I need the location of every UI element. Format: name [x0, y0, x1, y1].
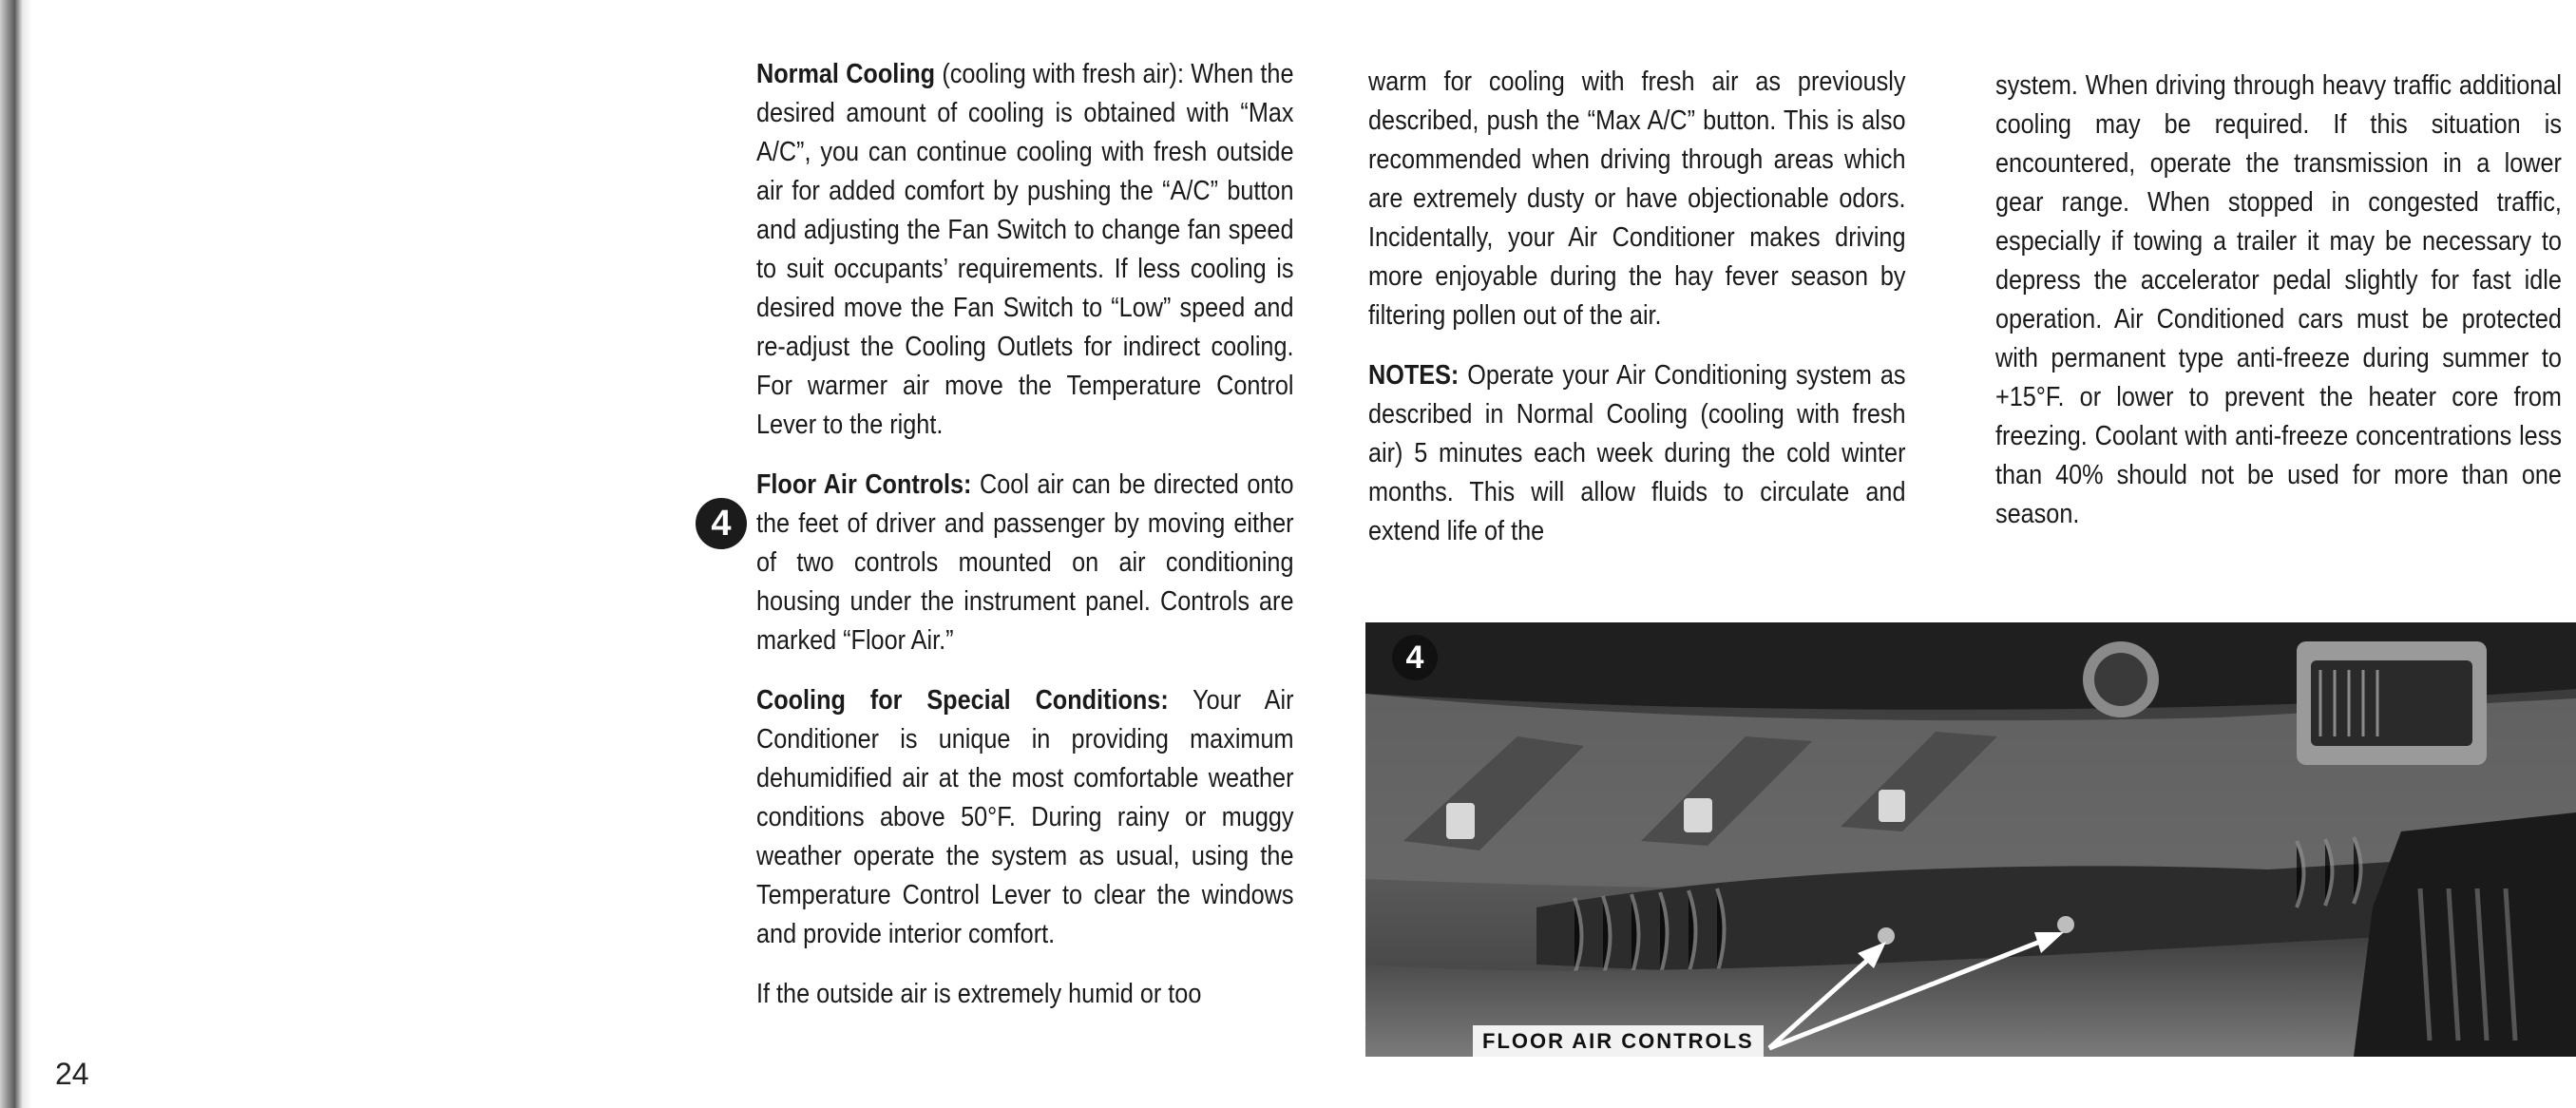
floor-air-heading: Floor Air Controls: [756, 469, 972, 500]
notes-paragraph [1368, 356, 1906, 551]
book-spine [0, 0, 32, 1108]
floor-air-controls-photo [1365, 622, 2576, 1057]
humid-paragraph: If the outside air is extremely humid or too [756, 979, 1202, 1009]
notes-text: Operate your Air Conditioning system as described in Normal Cooling (cooling with fresh air) 5 minutes each week during the cold winter months. This will allow fluids to circulate and extend life of the [1368, 360, 1906, 546]
text-column-3 [1995, 67, 2562, 555]
special-conditions-paragraph [756, 681, 1294, 954]
floor-air-paragraph [756, 466, 1294, 660]
continued-paragraph: warm for cooling with fresh air as previously described, push the “Max A/C” button. This is also recommended when driving through areas which are extremely dusty or have objectionable odors. Incidentally, your Air Conditioner makes driving more enjoyable during the hay fever season by filtering pollen out of the air. [1368, 67, 1906, 331]
floor-air-controls-label: FLOOR AIR CONTROLS [1473, 1025, 1764, 1057]
antifreeze-paragraph: system. When driving through heavy traffic additional cooling may be required. If this situation is encountered, operate the transmission in a lower gear range. When stopped in congested traffic, especially if towing a trailer it may be necessary to depress the accelerator pedal slightly for fast idle operation. Air Conditioned cars must be protected with permanent type anti-freeze during summer to +15°F. or lower to prevent the heater core from freezing. Coolant with anti-freeze concentrations less than 40% should not be used for more than one season. [1995, 70, 2562, 529]
normal-cooling-heading: Normal Cooling [756, 59, 936, 89]
text-column-1 [756, 55, 1294, 1035]
section-marker-4: 4 [696, 498, 747, 549]
special-conditions-text: Your Air Conditioner is unique in providing maximum dehumidified air at the most comfortable weather conditions above 50°F. During rainy or muggy weather operate the system as usual, using the Temperature Control Lever to clear the windows and provide interior comfort. [756, 685, 1294, 949]
photo-number-4: 4 [1392, 635, 1438, 680]
floor-air-text: Cool air can be directed onto the feet of driver and passenger by moving either of two controls mounted on air conditioning housing under the instrument panel. Controls are marked “Floor Air.” [756, 469, 1294, 656]
normal-cooling-text: (cooling with fresh air): When the desired amount of cooling is obtained with “Max A/C”, you can continue cooling with fresh outside air for added comfort by pushing the “A/C” button and adjusting the Fan Switch to change fan speed to suit occupants’ requirements. If less cooling is desired move the Fan Switch to “Low” speed and re-adjust the Cooling Outlets for indirect cooling. For warmer air move the Temperature Control Lever to the right. [756, 59, 1294, 440]
notes-heading: NOTES: [1368, 360, 1460, 391]
page-number: 24 [55, 1057, 89, 1091]
special-conditions-heading: Cooling for Special Conditions: [756, 685, 1169, 716]
normal-cooling-paragraph [756, 55, 1294, 445]
text-column-2 [1368, 63, 1906, 572]
dashboard-photo-illustration [1365, 622, 2576, 1057]
